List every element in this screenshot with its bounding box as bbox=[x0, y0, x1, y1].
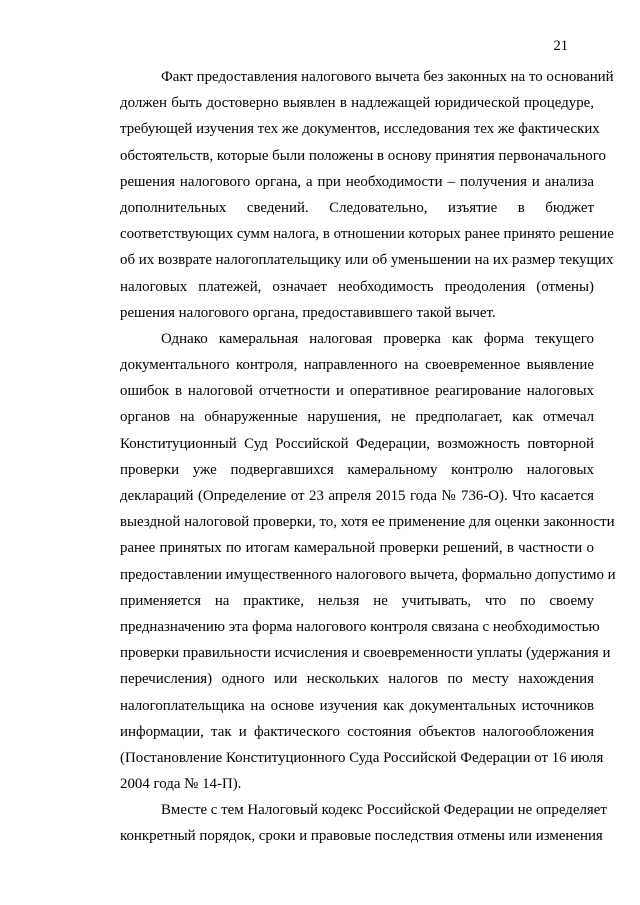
text-line: проверки правильности исчисления и своевременности уплаты (удержания и bbox=[120, 645, 611, 662]
text-line: решения налогового органа, предоставившего такой вычет. bbox=[120, 304, 496, 321]
text-line: предоставлении имущественного налогового вычета, формально допустимо и bbox=[120, 566, 616, 583]
paragraph bbox=[120, 326, 616, 797]
text-line: проверки уже подвергавшихся камеральному контролю налоговых bbox=[120, 461, 594, 478]
text-line: дополнительных сведений. Следовательно, изъятие в бюджет bbox=[120, 199, 594, 216]
text-line: должен быть достоверно выявлен в надлежащей юридической процедуре, bbox=[120, 95, 594, 112]
text-line: Вместе с тем Налоговый кодекс Российской Федерации не определяет bbox=[161, 802, 607, 819]
text-line: обстоятельств, которые были положены в основу принятия первоначального bbox=[120, 147, 606, 164]
text-line: налогоплательщика на основе изучения как документальных источников bbox=[120, 697, 594, 714]
text-line: конкретный порядок, сроки и правовые последствия отмены или изменения bbox=[120, 828, 603, 845]
text-line: деклараций (Определение от 23 апреля 2015 года № 736-О). Что касается bbox=[120, 488, 594, 504]
text-line: (Постановление Конституционного Суда Российской Федерации от 16 июля bbox=[120, 749, 604, 766]
text-line: соответствующих сумм налога, в отношении которых ранее принято решение bbox=[120, 226, 614, 243]
text-line: Однако камеральная налоговая проверка как форма текущего bbox=[161, 330, 594, 347]
text-line: органов на обнаруженные нарушения, не предполагает, как отмечал bbox=[120, 409, 594, 426]
page-number: 21 bbox=[553, 38, 568, 54]
text-line: ошибок в налоговой отчетности и оперативное реагирование налоговых bbox=[120, 383, 594, 400]
text-line: документального контроля, направленного на своевременное выявление bbox=[120, 357, 594, 374]
text-line: 2004 года № 14-П). bbox=[120, 776, 242, 793]
document-body bbox=[120, 64, 616, 850]
text-line: выездной налоговой проверки, то, хотя ее применение для оценки законности bbox=[120, 514, 615, 531]
text-line: ранее принятых по итогам камеральной проверки решений, в частности о bbox=[120, 540, 594, 557]
text-line: об их возврате налогоплательщику или об уменьшении на их размер текущих bbox=[120, 252, 614, 269]
paragraph bbox=[120, 797, 607, 849]
text-line: перечисления) одного или нескольких налогов по месту нахождения bbox=[120, 671, 594, 688]
text-line: информации, так и фактического состояния объектов налогообложения bbox=[120, 723, 594, 740]
text-line: налоговых платежей, означает необходимость преодоления (отмены) bbox=[120, 278, 594, 295]
text-line: требующей изучения тех же документов, исследования тех же фактических bbox=[120, 121, 600, 138]
text-line: применяется на практике, нельзя не учитывать, что по своему bbox=[120, 592, 594, 609]
text-line: решения налогового органа, а при необходимости – получения и анализа bbox=[120, 173, 594, 190]
text-line: Факт предоставления налогового вычета без законных на то оснований bbox=[161, 69, 614, 85]
text-line: предназначению эта форма налогового контроля связана с необходимостью bbox=[120, 618, 600, 635]
text-line: Конституционный Суд Российской Федерации, возможность повторной bbox=[120, 435, 594, 452]
paragraph bbox=[120, 64, 614, 326]
